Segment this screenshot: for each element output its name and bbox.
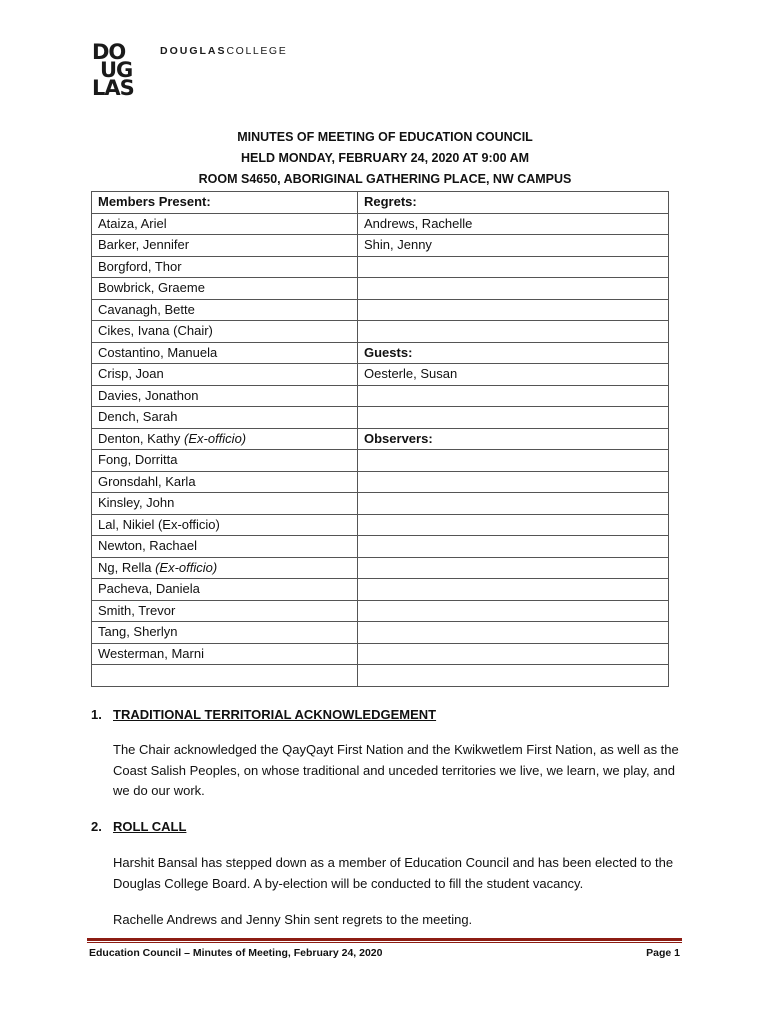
member-name: Borgford, Thor (92, 256, 358, 278)
ex-officio-note: (Ex-officio) (184, 430, 247, 446)
section-title: TRADITIONAL TERRITORIAL ACKNOWLEDGEMENT (113, 707, 437, 722)
section-number: 2. (91, 819, 102, 834)
regret-name: Shin, Jenny (358, 235, 669, 257)
regrets-header: Regrets: (358, 192, 669, 214)
table-row (92, 428, 669, 450)
member-name: Newton, Rachael (92, 536, 358, 558)
section-heading-1 (91, 707, 691, 722)
member-name: Crisp, Joan (92, 364, 358, 386)
empty-cell (358, 321, 669, 343)
empty-cell (358, 385, 669, 407)
member-name: Lal, Nikiel (Ex-officio) (92, 514, 358, 536)
table-row (92, 407, 669, 429)
regret-name: Andrews, Rachelle (358, 213, 669, 235)
document-title (0, 127, 770, 190)
logo-mark-line-3: LAS (92, 76, 134, 100)
table-row (92, 514, 669, 536)
empty-cell (358, 514, 669, 536)
empty-cell (358, 450, 669, 472)
table-row (92, 213, 669, 235)
table-row (92, 600, 669, 622)
empty-cell (358, 643, 669, 665)
empty-cell (358, 493, 669, 515)
section-paragraph: Rachelle Andrews and Jenny Shin sent regrets to the meeting. (113, 912, 473, 927)
member-name: Ataiza, Ariel (92, 213, 358, 235)
table-row (92, 557, 669, 579)
table-row (92, 364, 669, 386)
title-line-3: ROOM S4650, ABORIGINAL GATHERING PLACE, NW CAMPUS (198, 172, 572, 186)
member-name: Barker, Jennifer (92, 235, 358, 257)
empty-cell (358, 665, 669, 687)
member-name: Fong, Dorritta (92, 450, 358, 472)
table-row (92, 342, 669, 364)
title-line-1: MINUTES OF MEETING OF EDUCATION COUNCIL (237, 130, 533, 144)
section-paragraph: The Chair acknowledged the QayQayt First Nation and the Kwikwetlem First Nation, as well as the Coast Salish Peoples, on whose traditional and unceded territories we live, we learn, we play, and we do our work. (113, 742, 679, 798)
footer-rule-thin (87, 942, 682, 943)
logo-wordmark-light: COLLEGE (226, 45, 288, 57)
section-number: 1. (91, 707, 102, 722)
member-name: Denton, Kathy (98, 430, 181, 446)
member-name: Pacheva, Daniela (92, 579, 358, 601)
member-name-cell (92, 557, 358, 579)
member-name: Dench, Sarah (92, 407, 358, 429)
footer-document-title: Education Council – Minutes of Meeting, February 24, 2020 (89, 947, 383, 959)
member-name: Smith, Trevor (92, 600, 358, 622)
empty-cell (358, 579, 669, 601)
logo-wordmark (160, 45, 287, 57)
empty-cell (358, 622, 669, 644)
logo-mark-line-2: UG (100, 58, 133, 82)
table-row (92, 622, 669, 644)
table-row (92, 256, 669, 278)
members-header: Members Present: (92, 192, 358, 214)
member-name: Davies, Jonathon (92, 385, 358, 407)
footer-rule (87, 938, 682, 941)
table-row (92, 321, 669, 343)
table-row (92, 299, 669, 321)
member-name: Westerman, Marni (92, 643, 358, 665)
empty-cell (358, 471, 669, 493)
title-line-2: HELD MONDAY, FEBRUARY 24, 2020 AT 9:00 AM (240, 151, 530, 165)
empty-cell (358, 600, 669, 622)
logo-mark (92, 40, 144, 100)
section-paragraph: Harshit Bansal has stepped down as a member of Education Council and has been elected to the Douglas College Board. A by-election will be conducted to fill the student vacancy. (113, 855, 674, 891)
empty-cell (358, 256, 669, 278)
observers-header: Observers: (358, 428, 669, 450)
table-row (92, 665, 669, 687)
guests-header: Guests: (358, 342, 669, 364)
member-name: Kinsley, John (92, 493, 358, 515)
table-row (92, 278, 669, 300)
section-title: ROLL CALL (113, 819, 187, 834)
member-name: Ng, Rella (98, 559, 152, 575)
member-name-cell (92, 428, 358, 450)
member-name: Bowbrick, Graeme (92, 278, 358, 300)
table-row (92, 493, 669, 515)
table-row (92, 235, 669, 257)
member-name: Cikes, Ivana (Chair) (92, 321, 358, 343)
empty-cell (358, 278, 669, 300)
table-row (92, 471, 669, 493)
empty-cell (358, 407, 669, 429)
table-row (92, 450, 669, 472)
table-row (92, 385, 669, 407)
douglas-college-logo (92, 40, 144, 100)
guest-name: Oesterle, Susan (358, 364, 669, 386)
table-row (92, 579, 669, 601)
table-row (92, 192, 669, 214)
empty-cell (358, 536, 669, 558)
footer-page-number: Page 1 (646, 947, 680, 959)
section-heading-2 (91, 819, 691, 834)
empty-cell (358, 557, 669, 579)
member-name: Cavanagh, Bette (92, 299, 358, 321)
member-name: Gronsdahl, Karla (92, 471, 358, 493)
logo-wordmark-bold: DOUGLAS (160, 45, 227, 57)
empty-cell (358, 299, 669, 321)
empty-cell (92, 665, 358, 687)
table-row (92, 536, 669, 558)
member-name: Costantino, Manuela (92, 342, 358, 364)
logo-mark-line-1: DO (92, 40, 126, 64)
member-name: Tang, Sherlyn (92, 622, 358, 644)
table-row (92, 643, 669, 665)
ex-officio-note: (Ex-officio) (155, 559, 218, 575)
attendance-table (91, 191, 669, 687)
